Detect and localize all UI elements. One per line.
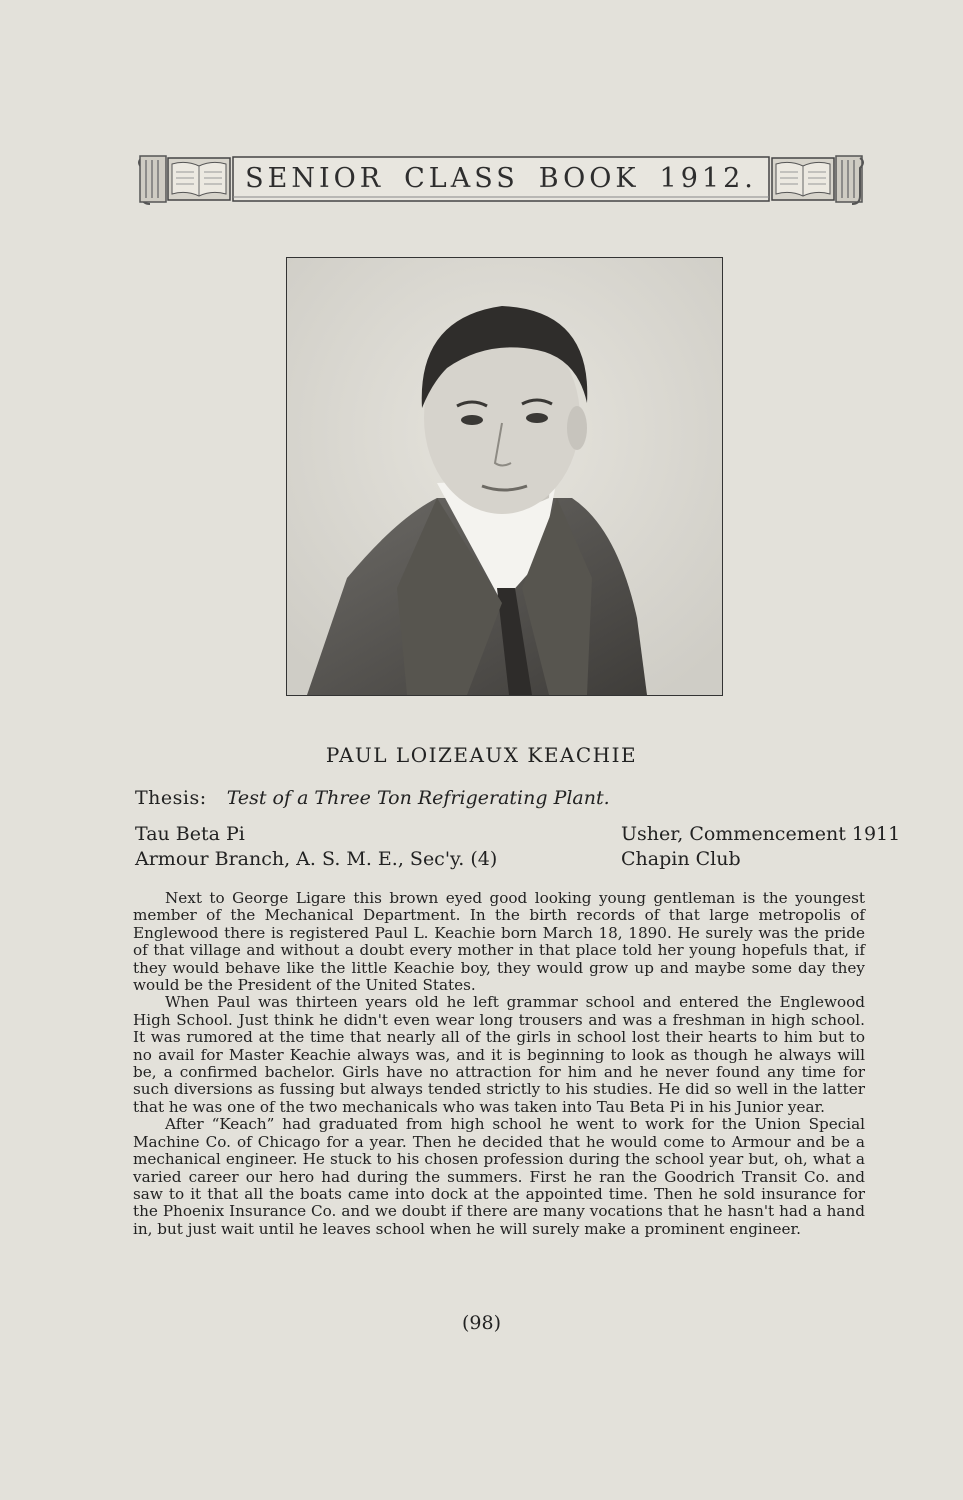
activities-left-column: [135, 822, 497, 872]
bio-paragraph: After “Keach” had graduated from high school he went to work for the Union Special Machine Co. of Chicago for a year. Then he decided that he would come to Armour and be a mechanical engineer. He stuck to his chosen profession during the school year but, oh, what a varied career our hero had during the summers. First he ran the Goodrich Transit Co. and saw to it that all the boats came into dock at the appointed time. Then he sold insurance for the Phoenix Insurance Co. and we doubt if there are many vocations that he hasn't had a hand in, but just wait until he leaves school when he will surely make a prominent engineer.: [133, 1115, 865, 1238]
activities-right-column: [621, 822, 900, 872]
banner-word: CLASS: [404, 162, 519, 194]
portrait-photo-icon: [287, 258, 722, 695]
banner-word: 1912.: [659, 162, 757, 194]
thesis-line: [135, 787, 610, 809]
activity-item: Chapin Club: [621, 848, 741, 870]
banner-word: SENIOR: [245, 162, 385, 194]
activity-item: Usher, Commencement 1911: [621, 823, 901, 845]
activity-item: Tau Beta Pi: [135, 823, 245, 845]
activity-item: Armour Branch, A. S. M. E., Sec'y. (4): [135, 848, 498, 870]
banner-title: [236, 158, 766, 198]
student-name: PAUL LOIZEAUX KEACHIE: [325, 743, 638, 767]
bio-paragraph: Next to George Ligare this brown eyed good looking young gentleman is the youngest member of the Mechanical Department. In the birth records of that large metropolis of Englewood there is registered Paul L. Keachie born March 18, 1890. He surely was the pride of that village and without a doubt every mother in that place told her young hopefuls that, if they would behave like the little Keachie boy, they would grow up and maybe some day they would be the President of the United States.: [133, 889, 865, 995]
thesis-title: Test of a Three Ton Refrigerating Plant.: [226, 787, 610, 809]
page-number: (98): [461, 1312, 501, 1334]
portrait-photo: [286, 257, 723, 696]
header-banner: [136, 150, 866, 206]
thesis-label: Thesis:: [135, 787, 207, 809]
biography: [133, 890, 865, 1238]
bio-paragraph: When Paul was thirteen years old he left grammar school and entered the Englewood High School. Just think he didn't even wear long trousers and was a freshman in high school. It was rumored at the time that nearly all of the girls in school lost their hearts to him but to no avail for Master Keachie always was, and it is beginning to look as though he always will be, a confirmed bachelor. Girls have no attraction for him and he never found any time for such diversions as fussing but always tended strictly to his studies. He did so well in the latter that he was one of the two mechanicals who was taken into Tau Beta Pi in his Junior year.: [133, 993, 865, 1116]
banner-word: BOOK: [538, 162, 640, 194]
